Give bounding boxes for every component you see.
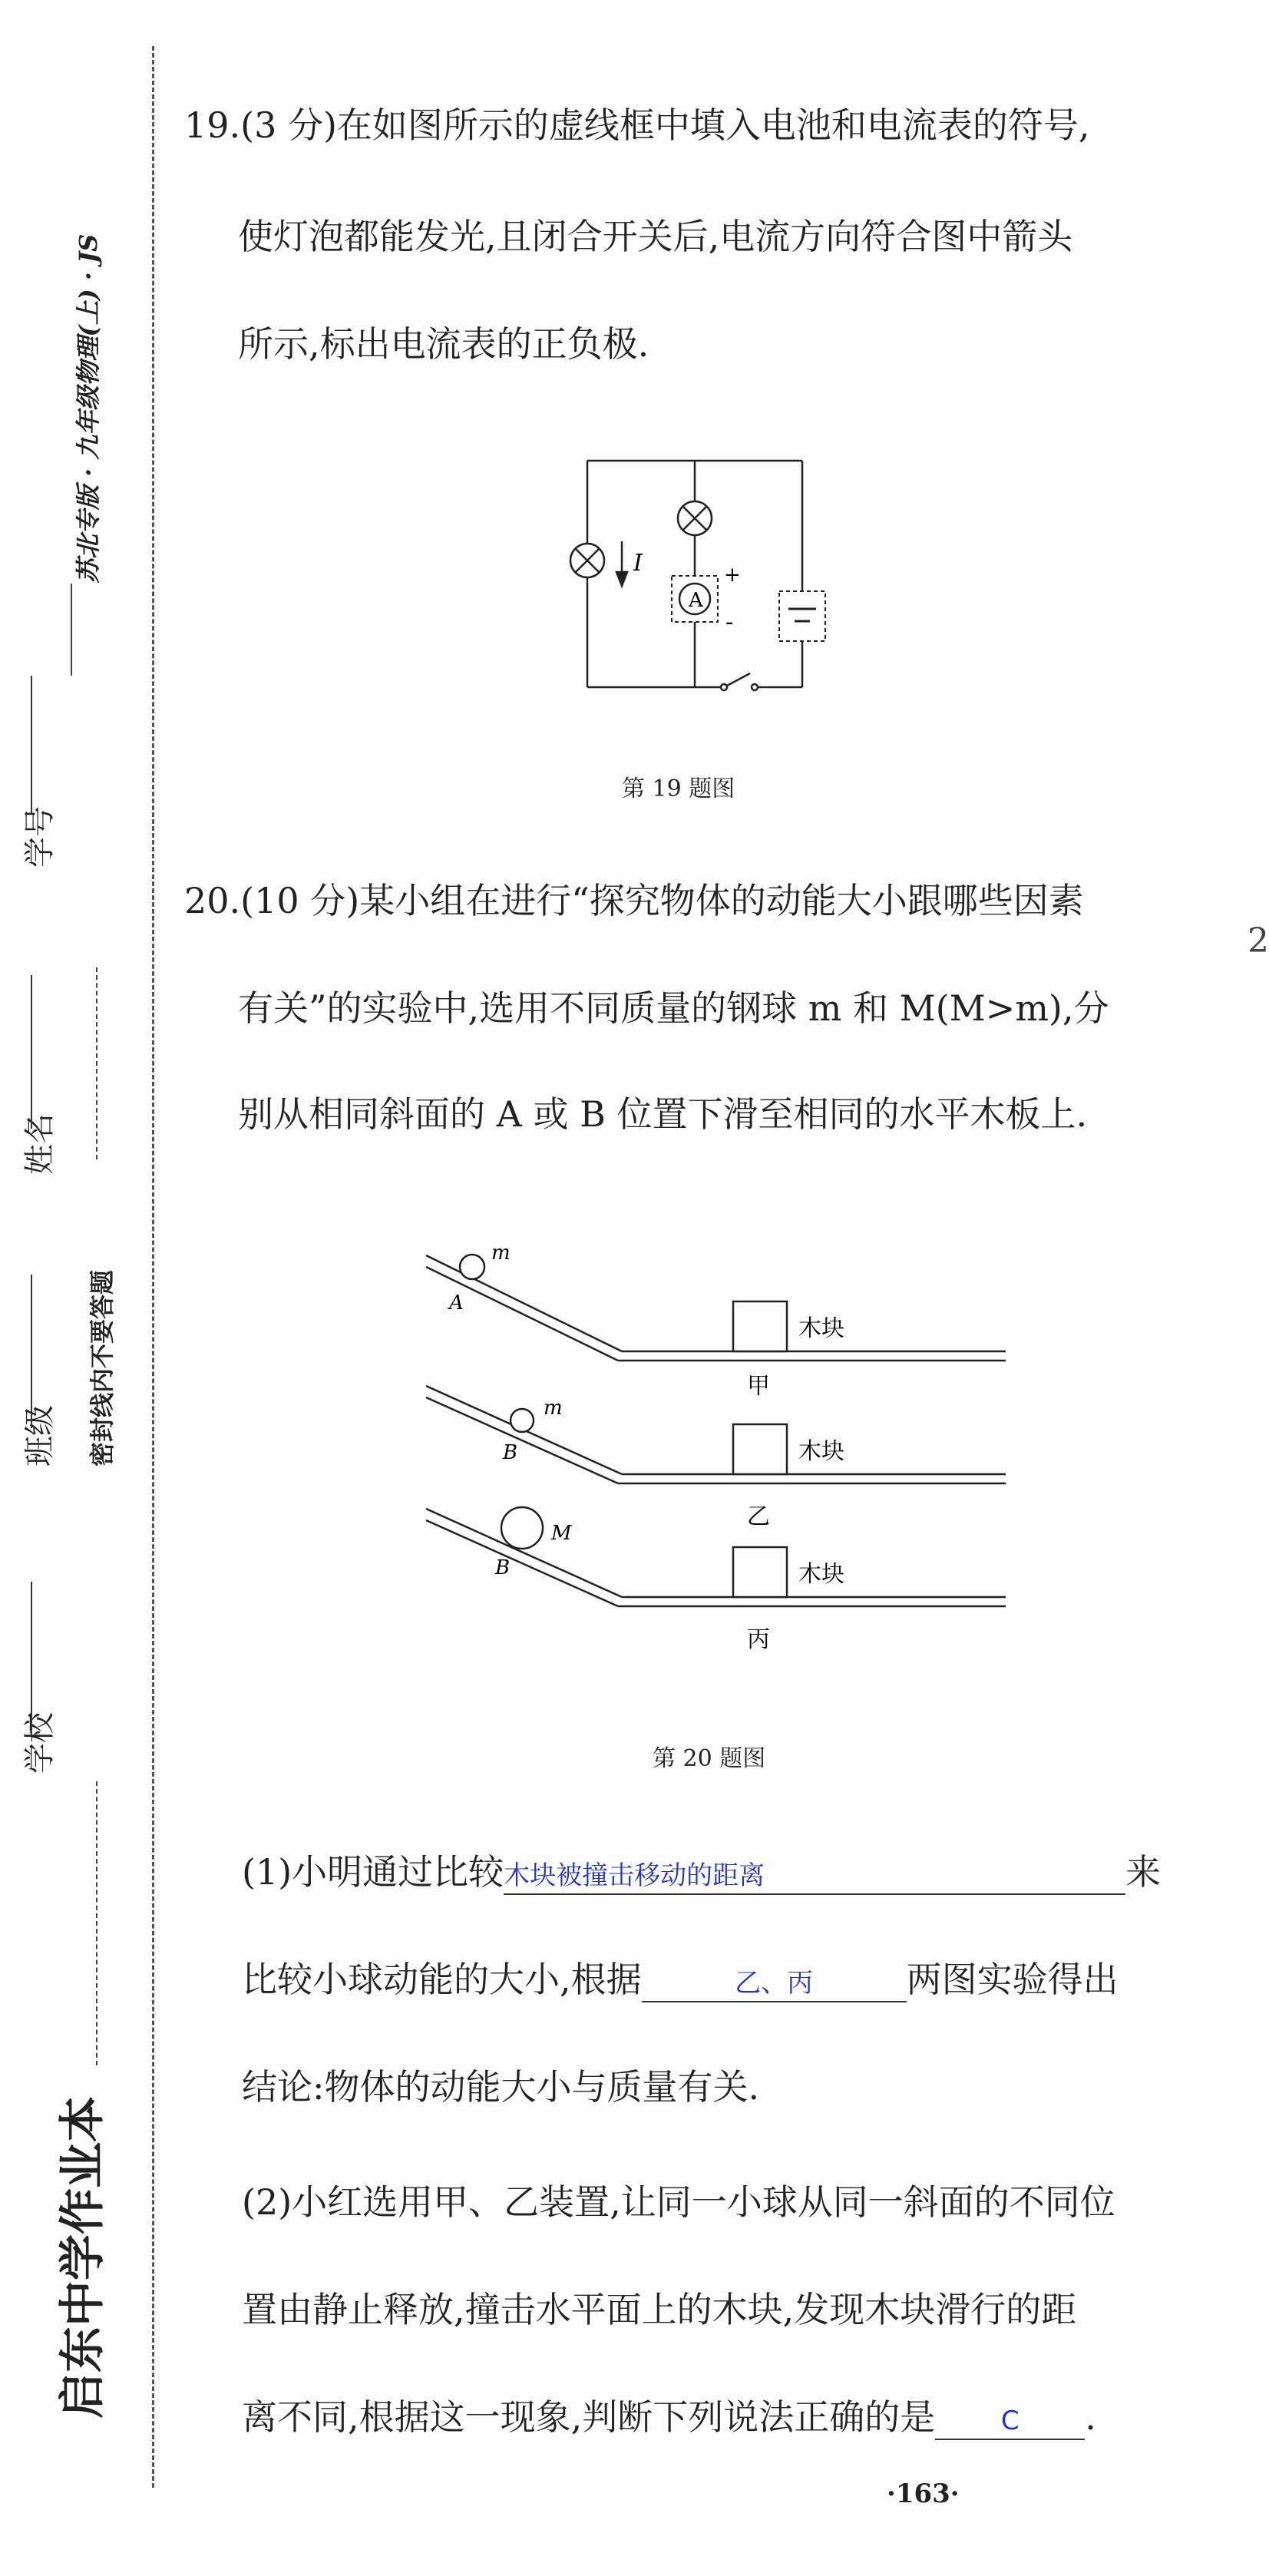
seal-line-lower xyxy=(96,1781,97,2065)
setup-bing xyxy=(426,1507,1006,1606)
q20-p1-c: 比较小球动能的大小,根据 xyxy=(242,1959,642,2000)
block-jia: 木块 xyxy=(798,1315,844,1342)
ball-bing: M xyxy=(551,1522,572,1545)
q20-p1-line1 xyxy=(242,1851,1162,1895)
q19-circuit-diagram xyxy=(549,449,841,703)
binding-margin xyxy=(0,0,154,2576)
name-field[interactable] xyxy=(31,975,32,1129)
label-yi: 乙 xyxy=(747,1503,770,1530)
binding-dashed-line xyxy=(152,46,154,2488)
q19-line3: 所示,标出电流表的正负极. xyxy=(238,323,649,365)
q20-caption: 第 20 题图 xyxy=(653,1745,766,1772)
school-field[interactable] xyxy=(31,1582,32,1735)
seal-notice: 密封线内不要答题 xyxy=(88,1269,117,1467)
school-label: 学校 xyxy=(22,1712,58,1774)
q20-line1: 20.(10 分)某小组在进行“探究物体的动能大小跟哪些因素 xyxy=(184,880,1084,921)
left-lamp-icon xyxy=(570,544,604,577)
answer-blank-1[interactable]: 木块被撞击移动的距离 xyxy=(504,1858,1125,1895)
class-field[interactable] xyxy=(31,1275,32,1428)
q20-p2-line2: 置由静止释放,撞击水平面上的木块,发现木块滑行的距 xyxy=(242,2289,1077,2330)
label-jia: 甲 xyxy=(747,1373,770,1400)
name-label: 姓名 xyxy=(22,1113,58,1175)
q20-p2-end: . xyxy=(1085,2396,1096,2438)
page-number: ·163· xyxy=(887,2478,960,2509)
setup-jia xyxy=(426,1255,1006,1361)
q19-line1: 19.(3 分)在如图所示的虚线框中填入电池和电流表的符号, xyxy=(184,104,1090,146)
ammeter-minus: - xyxy=(725,609,734,636)
switch-icon xyxy=(721,673,758,690)
pos-yi: B xyxy=(503,1441,518,1464)
setup-yi xyxy=(426,1386,1006,1483)
student-id-field[interactable] xyxy=(31,676,32,814)
ball-yi: m xyxy=(544,1397,563,1420)
school-name: 启东中学作业本 xyxy=(56,2096,110,2419)
block-bing: 木块 xyxy=(798,1561,844,1588)
pos-jia: A xyxy=(449,1291,464,1314)
battery-icon xyxy=(788,609,816,621)
q20-line2: 有关”的实验中,选用不同质量的钢球 m 和 M(M>m),分 xyxy=(238,987,1109,1029)
q20-p1-d: 两图实验得出 xyxy=(906,1959,1119,2000)
q20-line3: 别从相同斜面的 A 或 B 位置下滑至相同的水平木板上. xyxy=(238,1093,1088,1135)
q20-p2-line1: (2)小红选用甲、乙装置,让同一小球从同一斜面的不同位 xyxy=(242,2181,1115,2223)
block-yi: 木块 xyxy=(798,1438,844,1465)
class-label: 班级 xyxy=(22,1405,58,1467)
student-id-label: 学号 xyxy=(22,806,58,868)
answer-blank-3[interactable]: C xyxy=(935,2403,1085,2440)
ball-jia: m xyxy=(491,1242,511,1265)
current-label: I xyxy=(633,550,643,577)
edge-char: 2 xyxy=(1248,921,1269,961)
q19-caption: 第 19 题图 xyxy=(622,775,735,802)
q20-p1-lead: (1)小明通过比较 xyxy=(242,1851,504,1893)
battery-box xyxy=(779,591,825,641)
edition-label: 苏北专版 · 九年级物理(上) · JS xyxy=(74,233,103,584)
q20-p2-line3 xyxy=(242,2396,1096,2440)
q20-slope-diagram xyxy=(415,1236,1013,1666)
margin-rule xyxy=(71,584,72,676)
q20-p1-line3: 结论:物体的动能大小与质量有关. xyxy=(242,2066,760,2108)
ammeter-letter: A xyxy=(689,589,703,612)
seal-line-upper xyxy=(96,967,97,1159)
answer-blank-2[interactable]: 乙、丙 xyxy=(642,1966,907,2002)
q20-p1-line2 xyxy=(242,1959,1119,2002)
middle-lamp-icon xyxy=(678,501,712,535)
q19-line2: 使灯泡都能发光,且闭合开关后,电流方向符合图中箭头 xyxy=(238,216,1073,257)
current-arrow-icon xyxy=(616,541,627,586)
q20-p2-c: 离不同,根据这一现象,判断下列说法正确的是 xyxy=(242,2396,936,2438)
ammeter-plus: + xyxy=(724,564,741,587)
q20-p1-tail: 来 xyxy=(1125,1851,1162,1893)
pos-bing: B xyxy=(495,1556,511,1579)
label-bing: 丙 xyxy=(747,1626,770,1653)
